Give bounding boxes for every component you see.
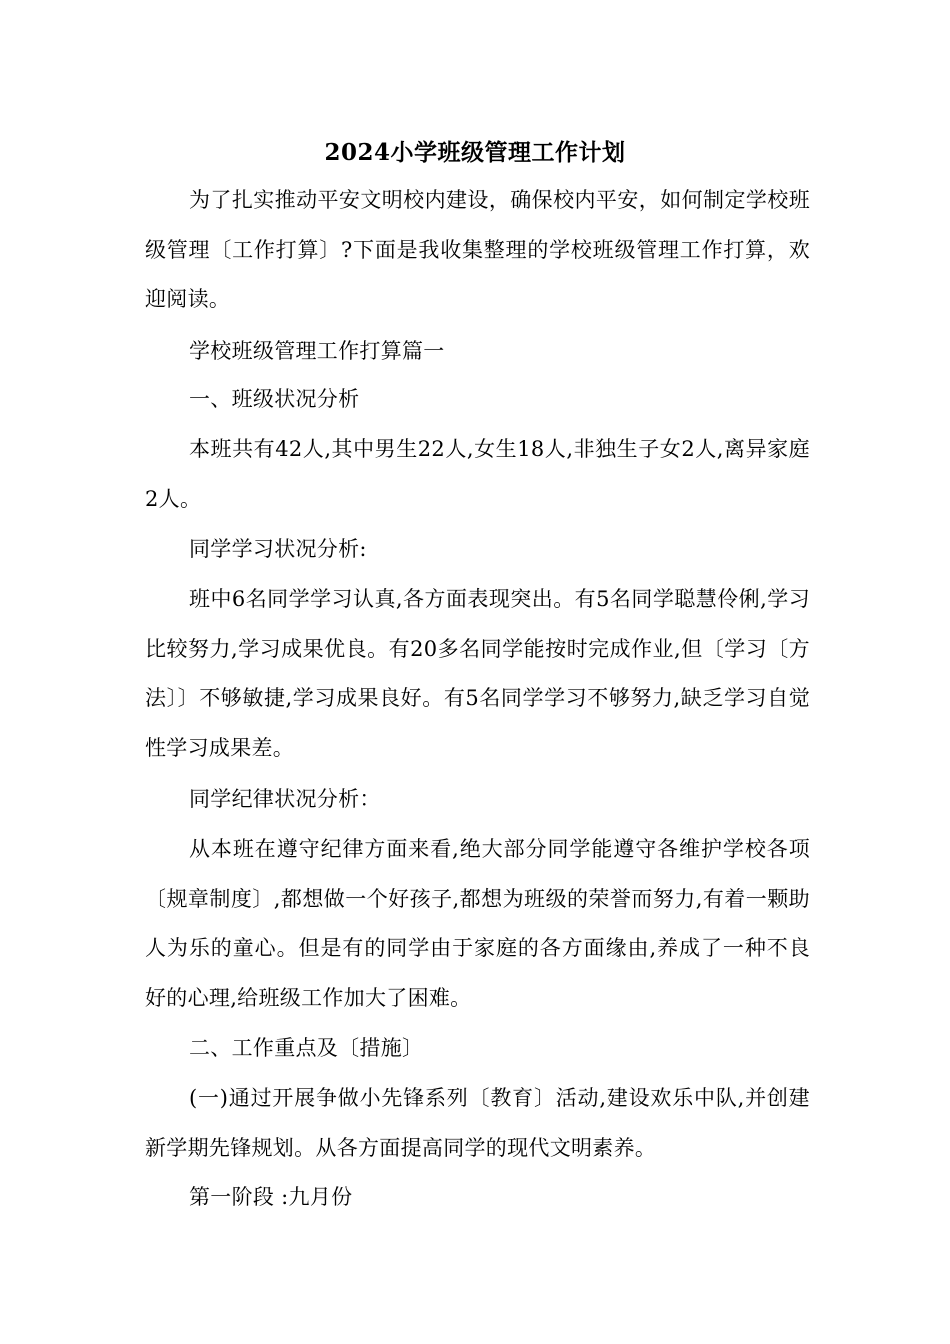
intro-paragraph: 为了扎实推动平安文明校内建设，确保校内平安，如何制定学校班级管理〔工作打算〕?下面是我收集整理的学校班级管理工作打算，欢迎阅读。 [145, 188, 810, 311]
heading-discipline-analysis: 同学纪律状况分析： [189, 787, 381, 811]
work-focus-paragraph-one: (一)通过开展争做小先锋系列〔教育〕活动,建设欢乐中队,并创建新学期先锋规划。从各方面提高同学的现代文明素养。 [145, 1086, 810, 1160]
class-composition-paragraph: 本班共有42人,其中男生22人,女生18人,非独生子女2人,离异家庭2人。 [145, 437, 810, 511]
section-heading-part-one: 学校班级管理工作打算篇一 [189, 339, 445, 363]
heading-work-focus: 二、工作重点及〔措施〕 [189, 1036, 424, 1060]
discipline-analysis-paragraph: 从本班在遵守纪律方面来看,绝大部分同学能遵守各维护学校各项〔规章制度〕,都想做一个好孩子,都想为班级的荣誉而努力,有着一颗助人为乐的童心。但是有的同学由于家庭的各方面缘由,养成了一种不良好的心理,给班级工作加大了困难。 [145, 837, 810, 1010]
heading-study-analysis: 同学学习状况分析: [189, 537, 367, 561]
study-analysis-paragraph: 班中6名同学学习认真,各方面表现突出。有5名同学聪慧伶俐,学习比较努力,学习成果优良。有20多名同学能按时完成作业,但〔学习〔方法〕〕不够敏捷,学习成果良好。有5名同学学习不够努力,缺乏学习自觉性学习成果差。 [145, 587, 810, 760]
heading-class-situation: 一、班级状况分析 [189, 387, 360, 411]
phase-one-heading: 第一阶段 :九月份 [189, 1185, 353, 1209]
document-title: 2024小学班级管理工作计划 [324, 139, 626, 166]
